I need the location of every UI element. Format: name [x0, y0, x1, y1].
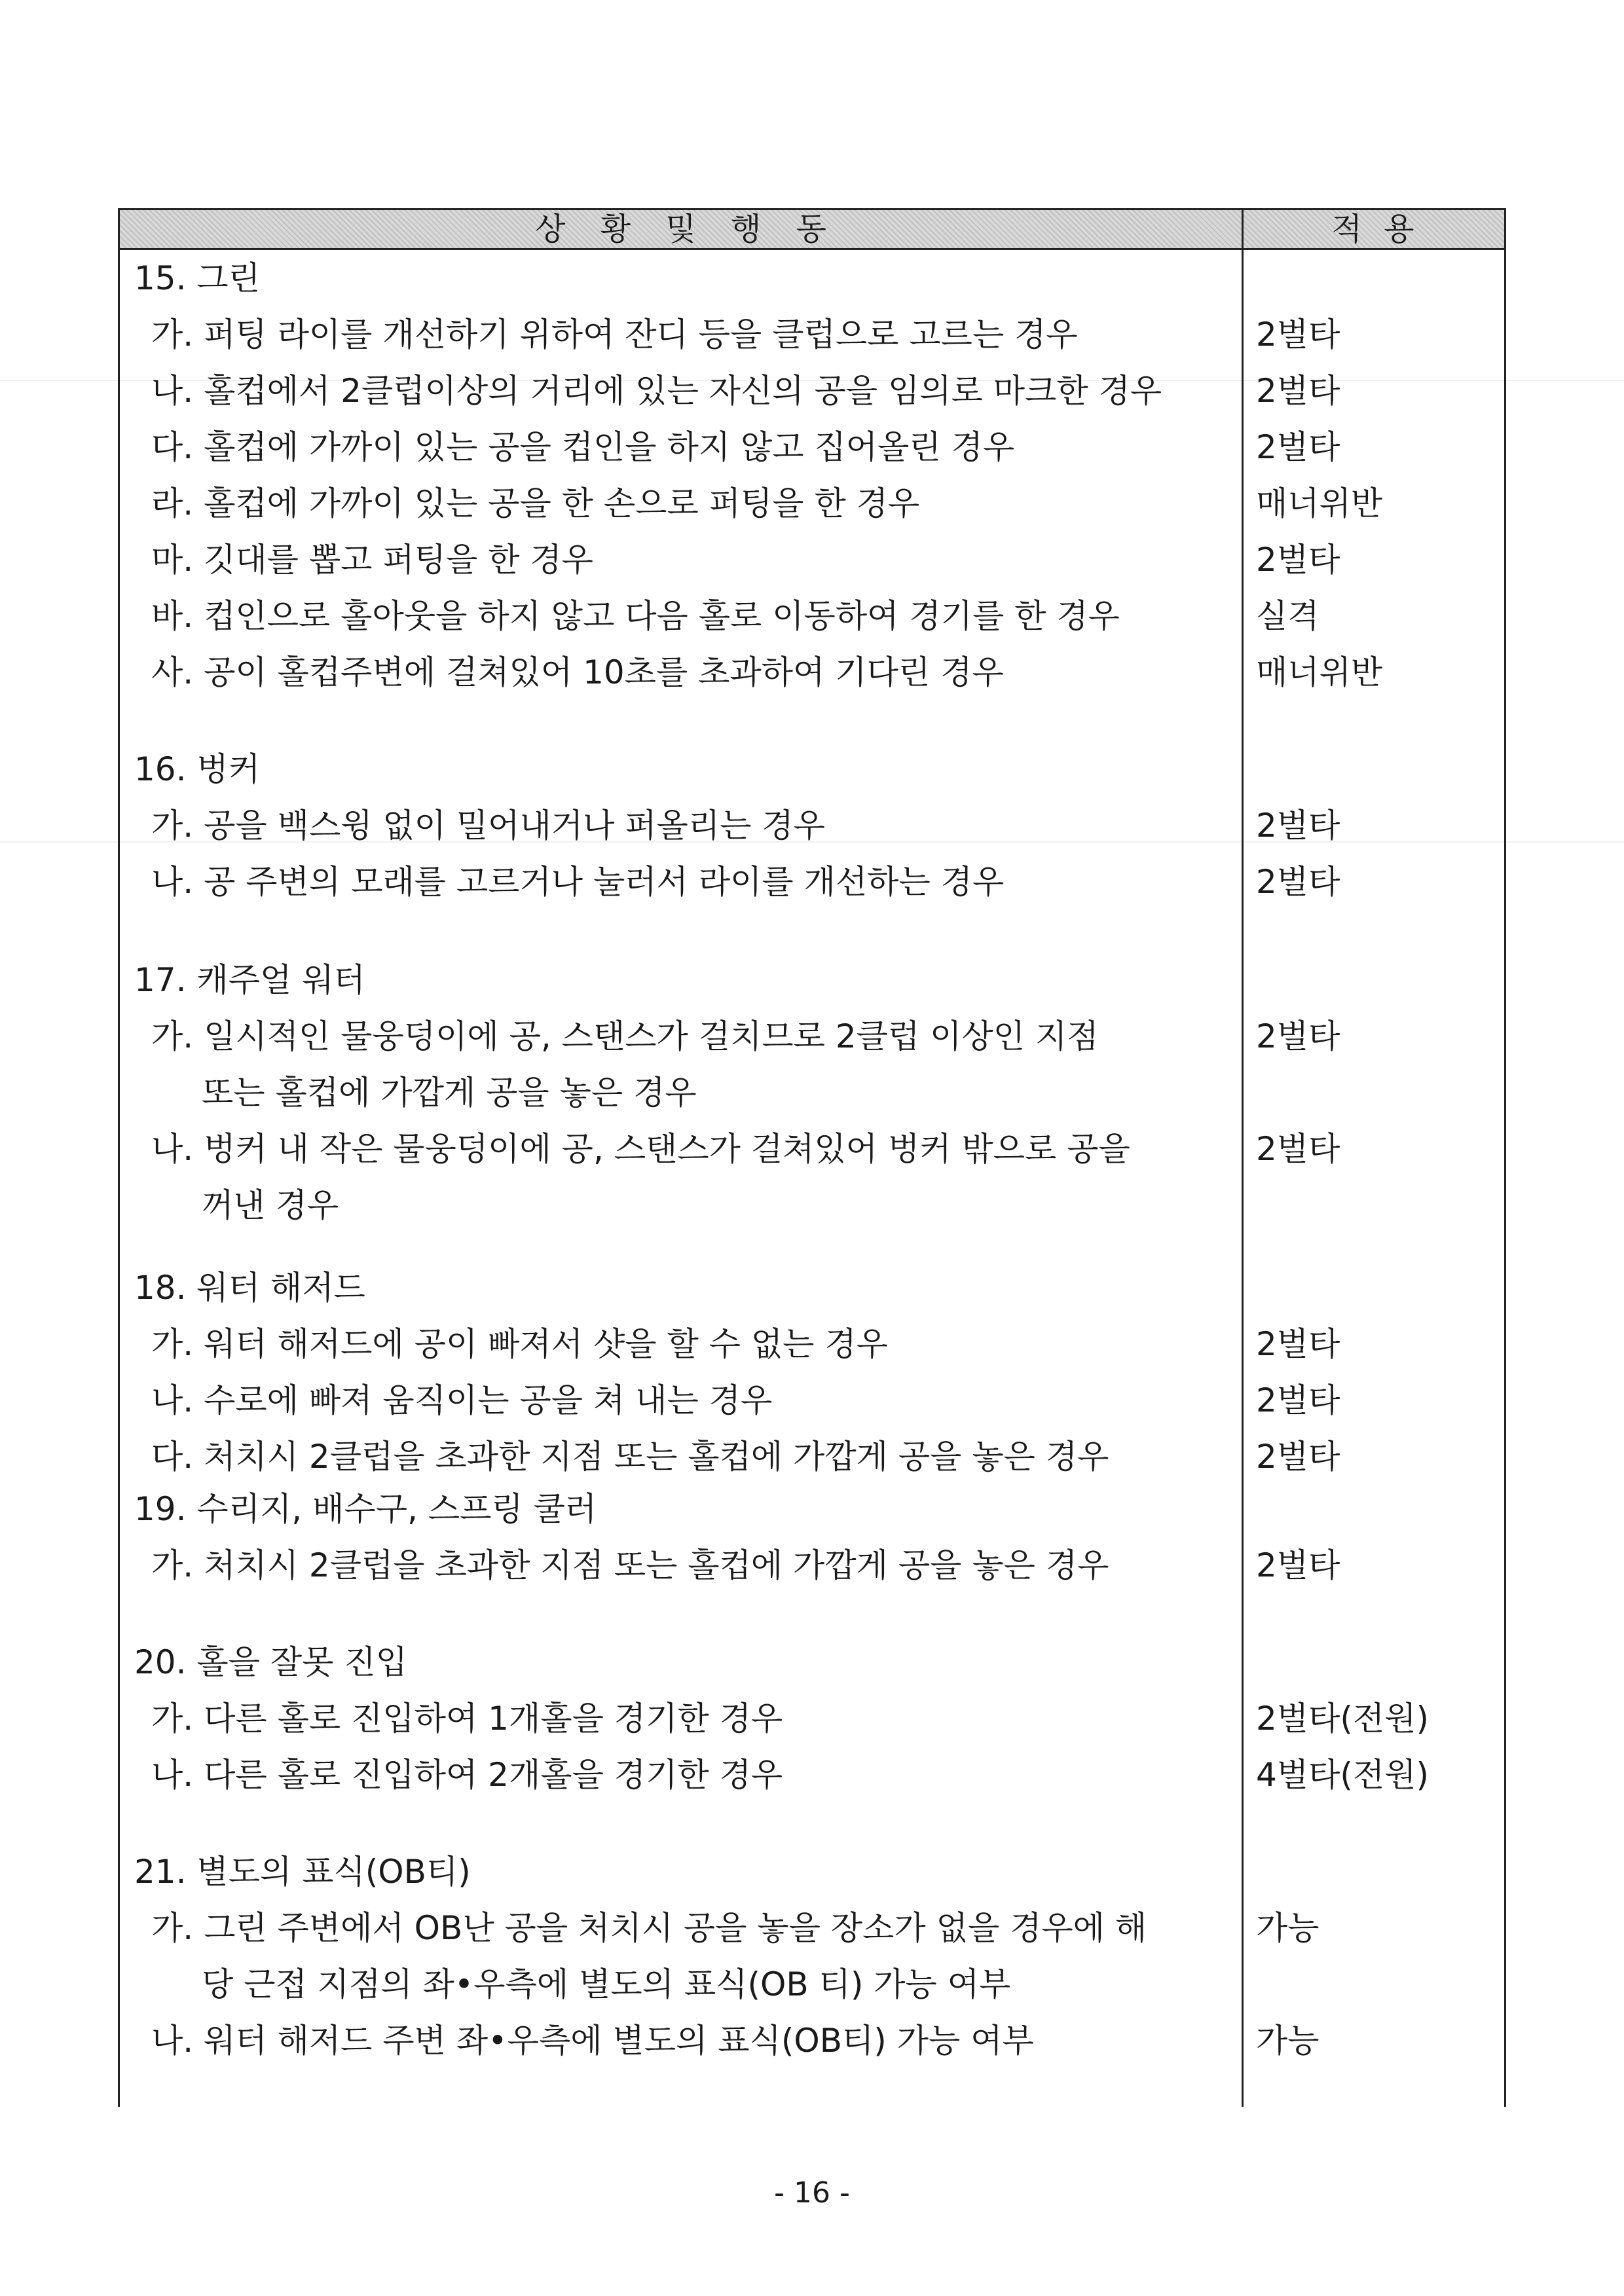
situation-text: 가. 공을 백스윙 없이 밀어내거나 퍼올리는 경우 — [151, 807, 825, 845]
section-title: 17. 캐주얼 워터 — [134, 961, 365, 999]
section-heading-row — [120, 952, 1504, 1008]
penalty-value: 가능 — [1256, 2022, 1320, 2060]
table-row — [120, 419, 1504, 475]
situation-text: 라. 홀컵에 가까이 있는 공을 한 손으로 퍼팅을 한 경우 — [151, 484, 920, 522]
table-row — [120, 475, 1504, 532]
penalty-value: 2벌타 — [1256, 1325, 1340, 1363]
penalty-value: 2벌타 — [1256, 428, 1340, 466]
penalty-value: 2벌타 — [1256, 1381, 1340, 1419]
situation-text: 가. 워터 해저드에 공이 빠져서 샷을 할 수 없는 경우 — [151, 1325, 888, 1363]
penalty-value: 2벌타 — [1256, 1438, 1340, 1476]
table-row — [120, 1316, 1504, 1372]
table-row — [120, 644, 1504, 701]
table-row — [120, 306, 1504, 363]
section-title: 18. 워터 해저드 — [134, 1269, 365, 1307]
header-applied: 적 용 — [1331, 211, 1414, 247]
penalty-value: 매너위반 — [1256, 653, 1383, 691]
situation-text: 바. 컵인으로 홀아웃을 하지 않고 다음 홀로 이동하여 경기를 한 경우 — [151, 597, 1120, 635]
situation-text: 나. 공 주변의 모래를 고르거나 눌러서 라이를 개선하는 경우 — [151, 863, 1005, 901]
table-row — [120, 1900, 1504, 1956]
situation-text: 다. 홀컵에 가까이 있는 공을 컵인을 하지 않고 집어올린 경우 — [151, 428, 1015, 466]
penalty-value: 4벌타(전원) — [1256, 1756, 1430, 1794]
situation-text: 꺼낸 경우 — [202, 1186, 339, 1224]
situation-text: 사. 공이 홀컵주변에 걸쳐있어 10초를 초과하여 기다린 경우 — [151, 653, 1004, 691]
table-row — [120, 854, 1504, 910]
section-heading-row — [120, 250, 1504, 306]
penalty-value: 2벌타 — [1256, 316, 1340, 354]
situation-text: 나. 다른 홀로 진입하여 2개홀을 경기한 경우 — [151, 1756, 783, 1794]
table-header — [120, 208, 1504, 250]
section-heading-row — [120, 1481, 1504, 1537]
section-title: 15. 그린 — [134, 259, 261, 297]
penalty-value: 2벌타 — [1256, 372, 1340, 410]
penalty-value: 실격 — [1256, 597, 1320, 635]
penalty-value: 2벌타 — [1256, 1130, 1340, 1168]
section-heading-row — [120, 1634, 1504, 1690]
situation-text: 나. 수로에 빠져 움직이는 공을 쳐 내는 경우 — [151, 1381, 773, 1419]
table-row — [120, 1008, 1504, 1065]
table-row — [120, 363, 1504, 419]
situation-text: 나. 워터 해저드 주변 좌•우측에 별도의 표식(OB티) 가능 여부 — [151, 2022, 1034, 2060]
table-row — [120, 1177, 1504, 1233]
table-row — [120, 1372, 1504, 1429]
penalty-value: 2벌타 — [1256, 863, 1340, 901]
page-number: - 16 - — [774, 2176, 850, 2210]
section-title: 19. 수리지, 배수구, 스프링 쿨러 — [134, 1490, 597, 1528]
penalty-value: 2벌타 — [1256, 541, 1340, 579]
situation-text: 가. 퍼팅 라이를 개선하기 위하여 잔디 등을 클럽으로 고르는 경우 — [151, 316, 1078, 354]
table-row — [120, 1121, 1504, 1177]
table-row — [120, 1429, 1504, 1485]
section-heading-row — [120, 1844, 1504, 1900]
header-situation: 상 황 및 행 동 — [535, 211, 826, 247]
table-row — [120, 1747, 1504, 1803]
penalty-value: 가능 — [1256, 1909, 1320, 1947]
table-row — [120, 797, 1504, 854]
table-row — [120, 1956, 1504, 2013]
penalty-value: 2벌타(전원) — [1256, 1700, 1430, 1738]
penalty-value: 2벌타 — [1256, 1546, 1340, 1584]
section-title: 16. 벙커 — [134, 750, 261, 788]
penalty-value: 2벌타 — [1256, 807, 1340, 845]
penalty-value: 매너위반 — [1256, 484, 1383, 522]
situation-text: 가. 다른 홀로 진입하여 1개홀을 경기한 경우 — [151, 1700, 783, 1738]
situation-text: 마. 깃대를 뽑고 퍼팅을 한 경우 — [151, 541, 593, 579]
table-row — [120, 1690, 1504, 1747]
table-row — [120, 1065, 1504, 1121]
situation-text: 가. 일시적인 물웅덩이에 공, 스탠스가 걸치므로 2클럽 이상인 지점 — [151, 1017, 1099, 1055]
table-row — [120, 1537, 1504, 1594]
table-row — [120, 588, 1504, 644]
situation-text: 다. 처치시 2클럽을 초과한 지점 또는 홀컵에 가깝게 공을 놓은 경우 — [151, 1438, 1109, 1476]
section-heading-row — [120, 1260, 1504, 1316]
penalty-value: 2벌타 — [1256, 1017, 1340, 1055]
situation-text: 가. 그린 주변에서 OB난 공을 처치시 공을 놓을 장소가 없을 경우에 해 — [151, 1909, 1147, 1947]
situation-text: 나. 홀컵에서 2클럽이상의 거리에 있는 자신의 공을 임의로 마크한 경우 — [151, 372, 1162, 410]
section-title: 21. 별도의 표식(OB티) — [134, 1853, 471, 1891]
section-title: 20. 홀을 잘못 진입 — [134, 1643, 407, 1681]
situation-text: 나. 벙커 내 작은 물웅덩이에 공, 스탠스가 걸쳐있어 벙커 밖으로 공을 — [151, 1130, 1130, 1168]
situation-text: 당 근접 지점의 좌•우측에 별도의 표식(OB 티) 가능 여부 — [202, 1965, 1011, 2003]
table-row — [120, 532, 1504, 588]
section-heading-row — [120, 741, 1504, 797]
penalty-table — [118, 208, 1506, 2107]
table-row — [120, 2013, 1504, 2069]
situation-text: 가. 처치시 2클럽을 초과한 지점 또는 홀컵에 가깝게 공을 놓은 경우 — [151, 1546, 1109, 1584]
situation-text: 또는 홀컵에 가깝게 공을 놓은 경우 — [202, 1074, 697, 1112]
